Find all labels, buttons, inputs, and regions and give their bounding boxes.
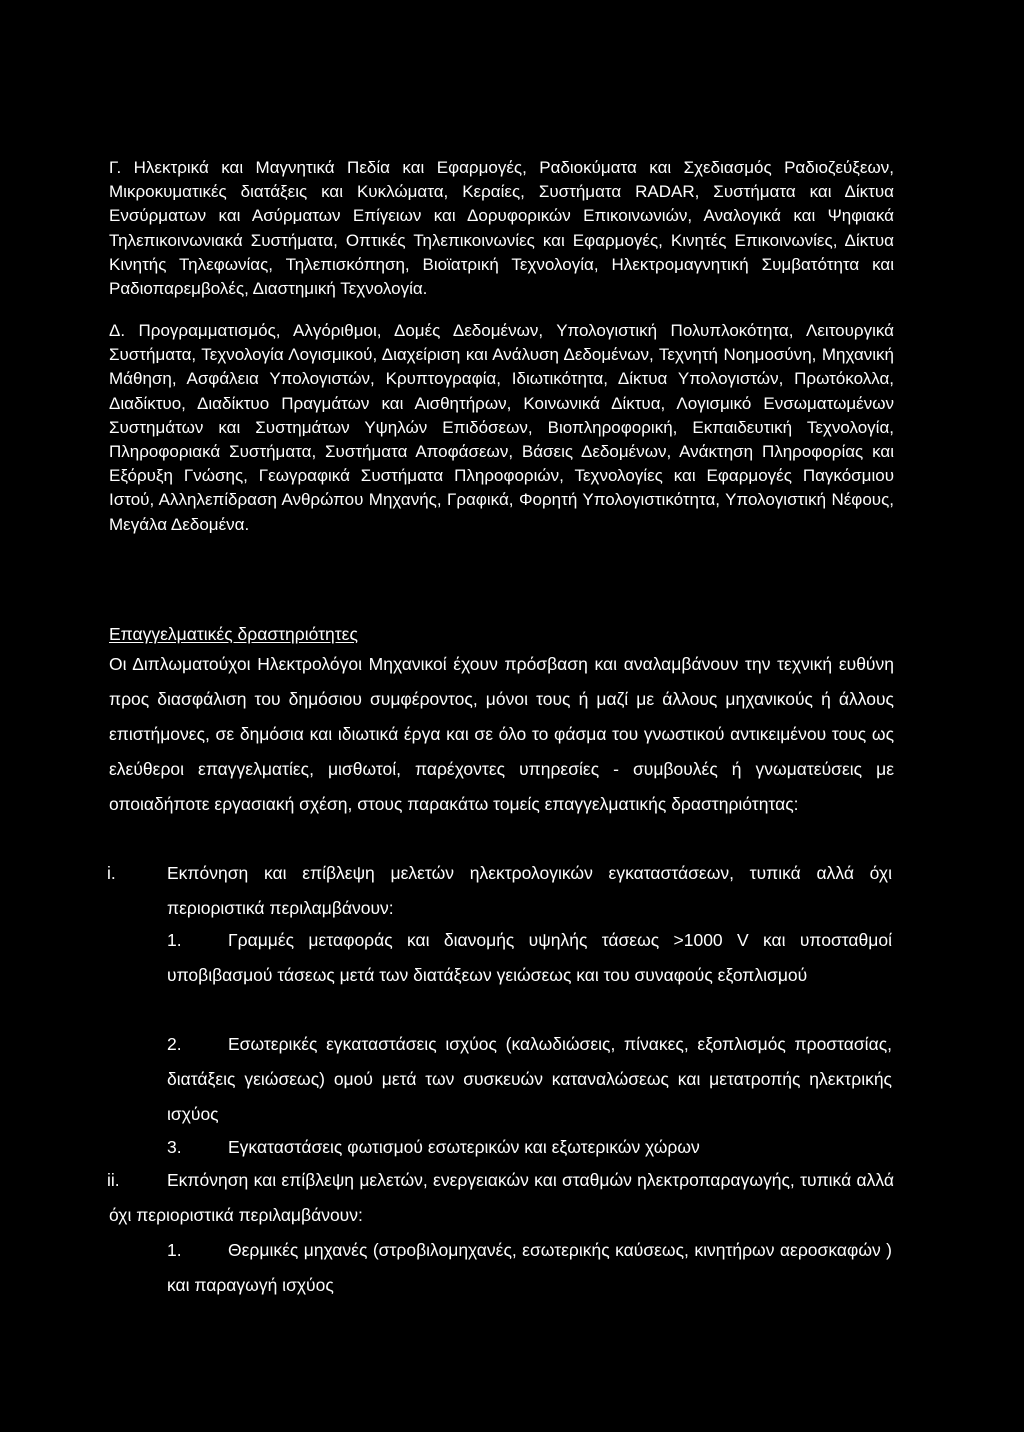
- sublist-item-i-3: Εγκαταστάσεις φωτισμού εσωτερικών και εξωτερικών χώρων: [228, 1137, 700, 1157]
- list-item-i: Εκπόνηση και επίβλεψη μελετών ηλεκτρολογικών εγκαταστάσεων, τυπικά αλλά όχι περιοριστικά περιλαμβάνουν:: [167, 863, 892, 918]
- sublist-marker-i-2: 2.: [167, 1034, 182, 1054]
- sublist-marker-i-3: 3.: [167, 1137, 182, 1157]
- intro-paragraph: Οι Διπλωματούχοι Ηλεκτρολόγοι Μηχανικοί έχουν πρόσβαση και αναλαμβάνουν την τεχνική ευθύνη προς διασφάλιση του δημόσιου συμφέροντος, μόνοι τους ή μαζί με άλλους μηχανικούς ή άλλους επιστήμονες, σε δημόσια και ιδιωτικά έργα και σε όλο το φάσμα του γνωστικού αντικειμένου τους ως ελεύθεροι επαγγελματίες, μισθωτοί, παρέχοντες υπηρεσίες - συμβουλές ή γνωματεύσεις με οποιαδήποτε εργασιακή σχέση, στους παρακάτω τομείς επαγγελματικής δραστηριότητας:: [109, 654, 894, 814]
- sublist-item-ii-1: Θερμικές μηχανές (στροβιλομηχανές, εσωτερικής καύσεως, κινητήρων αεροσκαφών ) και παραγωγή ισχύος: [167, 1240, 892, 1295]
- list-item-ii: Εκπόνηση και επίβλεψη μελετών, ενεργειακών και σταθμών ηλεκτροπαραγωγής, τυπικά αλλά όχι περιοριστικά περιλαμβάνουν:: [109, 1170, 894, 1225]
- section-heading: Επαγγελματικές δραστηριότητες: [109, 624, 358, 644]
- sublist-item-i-1: Γραμμές μεταφοράς και διανομής υψηλής τάσεως >1000 V και υποσταθμοί υποβιβασμού τάσεως μετά των διατάξεων γειώσεως και του συναφούς εξοπλισμού: [167, 930, 892, 985]
- paragraph-section-g: Γ. Ηλεκτρικά και Μαγνητικά Πεδία και Εφαρμογές, Ραδιοκύματα και Σχεδιασμός Ραδιοζεύξεων, Μικροκυματικές διατάξεις και Κυκλώματα, Κεραίες, Συστήματα RADAR, Συστήματα και Δίκτυα Ενσύρματων και Ασύρματων Επίγειων και Δορυφορικών Επικοινωνιών, Αναλογικά και Ψηφιακά Τηλεπικοινωνιακά Συστήματα, Οπτικές Τηλεπικοινωνίες και Εφαρμογές, Κινητές Επικοινωνίες, Δίκτυα Κινητής Τηλεφωνίας, Τηλεπισκόπηση, Βιοϊατρική Τεχνολογία, Ηλεκτρομαγνητική Συμβατότητα και Ραδιοπαρεμβολές, Διαστημική Τεχνολογία.: [109, 158, 894, 299]
- list-marker-ii: ii.: [107, 1170, 120, 1190]
- sublist-item-i-2: Εσωτερικές εγκαταστάσεις ισχύος (καλωδιώσεις, πίνακες, εξοπλισμός προστασίας, διατάξεις γειώσεως) ομού μετά των συσκευών καταναλώσεως και μετατροπής ηλεκτρικής ισχύος: [167, 1034, 892, 1124]
- paragraph-section-d: Δ. Προγραμματισμός, Αλγόριθμοι, Δομές Δεδομένων, Υπολογιστική Πολυπλοκότητα, Λειτουργικά Συστήματα, Τεχνολογία Λογισμικού, Διαχείριση και Ανάλυση Δεδομένων, Τεχνητή Νοημοσύνη, Μηχανική Μάθηση, Ασφάλεια Υπολογιστών, Κρυπτογραφία, Ιδιωτικότητα, Δίκτυα Υπολογιστών, Πρωτόκολλα, Διαδίκτυο, Διαδίκτυο Πραγμάτων και Αισθητήρων, Κοινωνικά Δίκτυα, Λογισμικό Ενσωματωμένων Συστημάτων και Συστημάτων Υψηλών Επιδόσεων, Βιοπληροφορική, Εκπαιδευτική Τεχνολογία, Πληροφοριακά Συστήματα, Συστήματα Αποφάσεων, Βάσεις Δεδομένων, Ανάκτηση Πληροφορίας και Εξόρυξη Γνώσης, Γεωγραφικά Συστήματα Πληροφοριών, Τεχνολογίες και Εφαρμογές Παγκόσμιου Ιστού, Αλληλεπίδραση Ανθρώπου Μηχανής, Γραφικά, Φορητή Υπολογιστικότητα, Υπολογιστική Νέφους, Μεγάλα Δεδομένα.: [109, 321, 894, 534]
- sublist-marker-i-1: 1.: [167, 930, 182, 950]
- list-marker-i: i.: [107, 863, 116, 883]
- sublist-marker-ii-1: 1.: [167, 1240, 182, 1260]
